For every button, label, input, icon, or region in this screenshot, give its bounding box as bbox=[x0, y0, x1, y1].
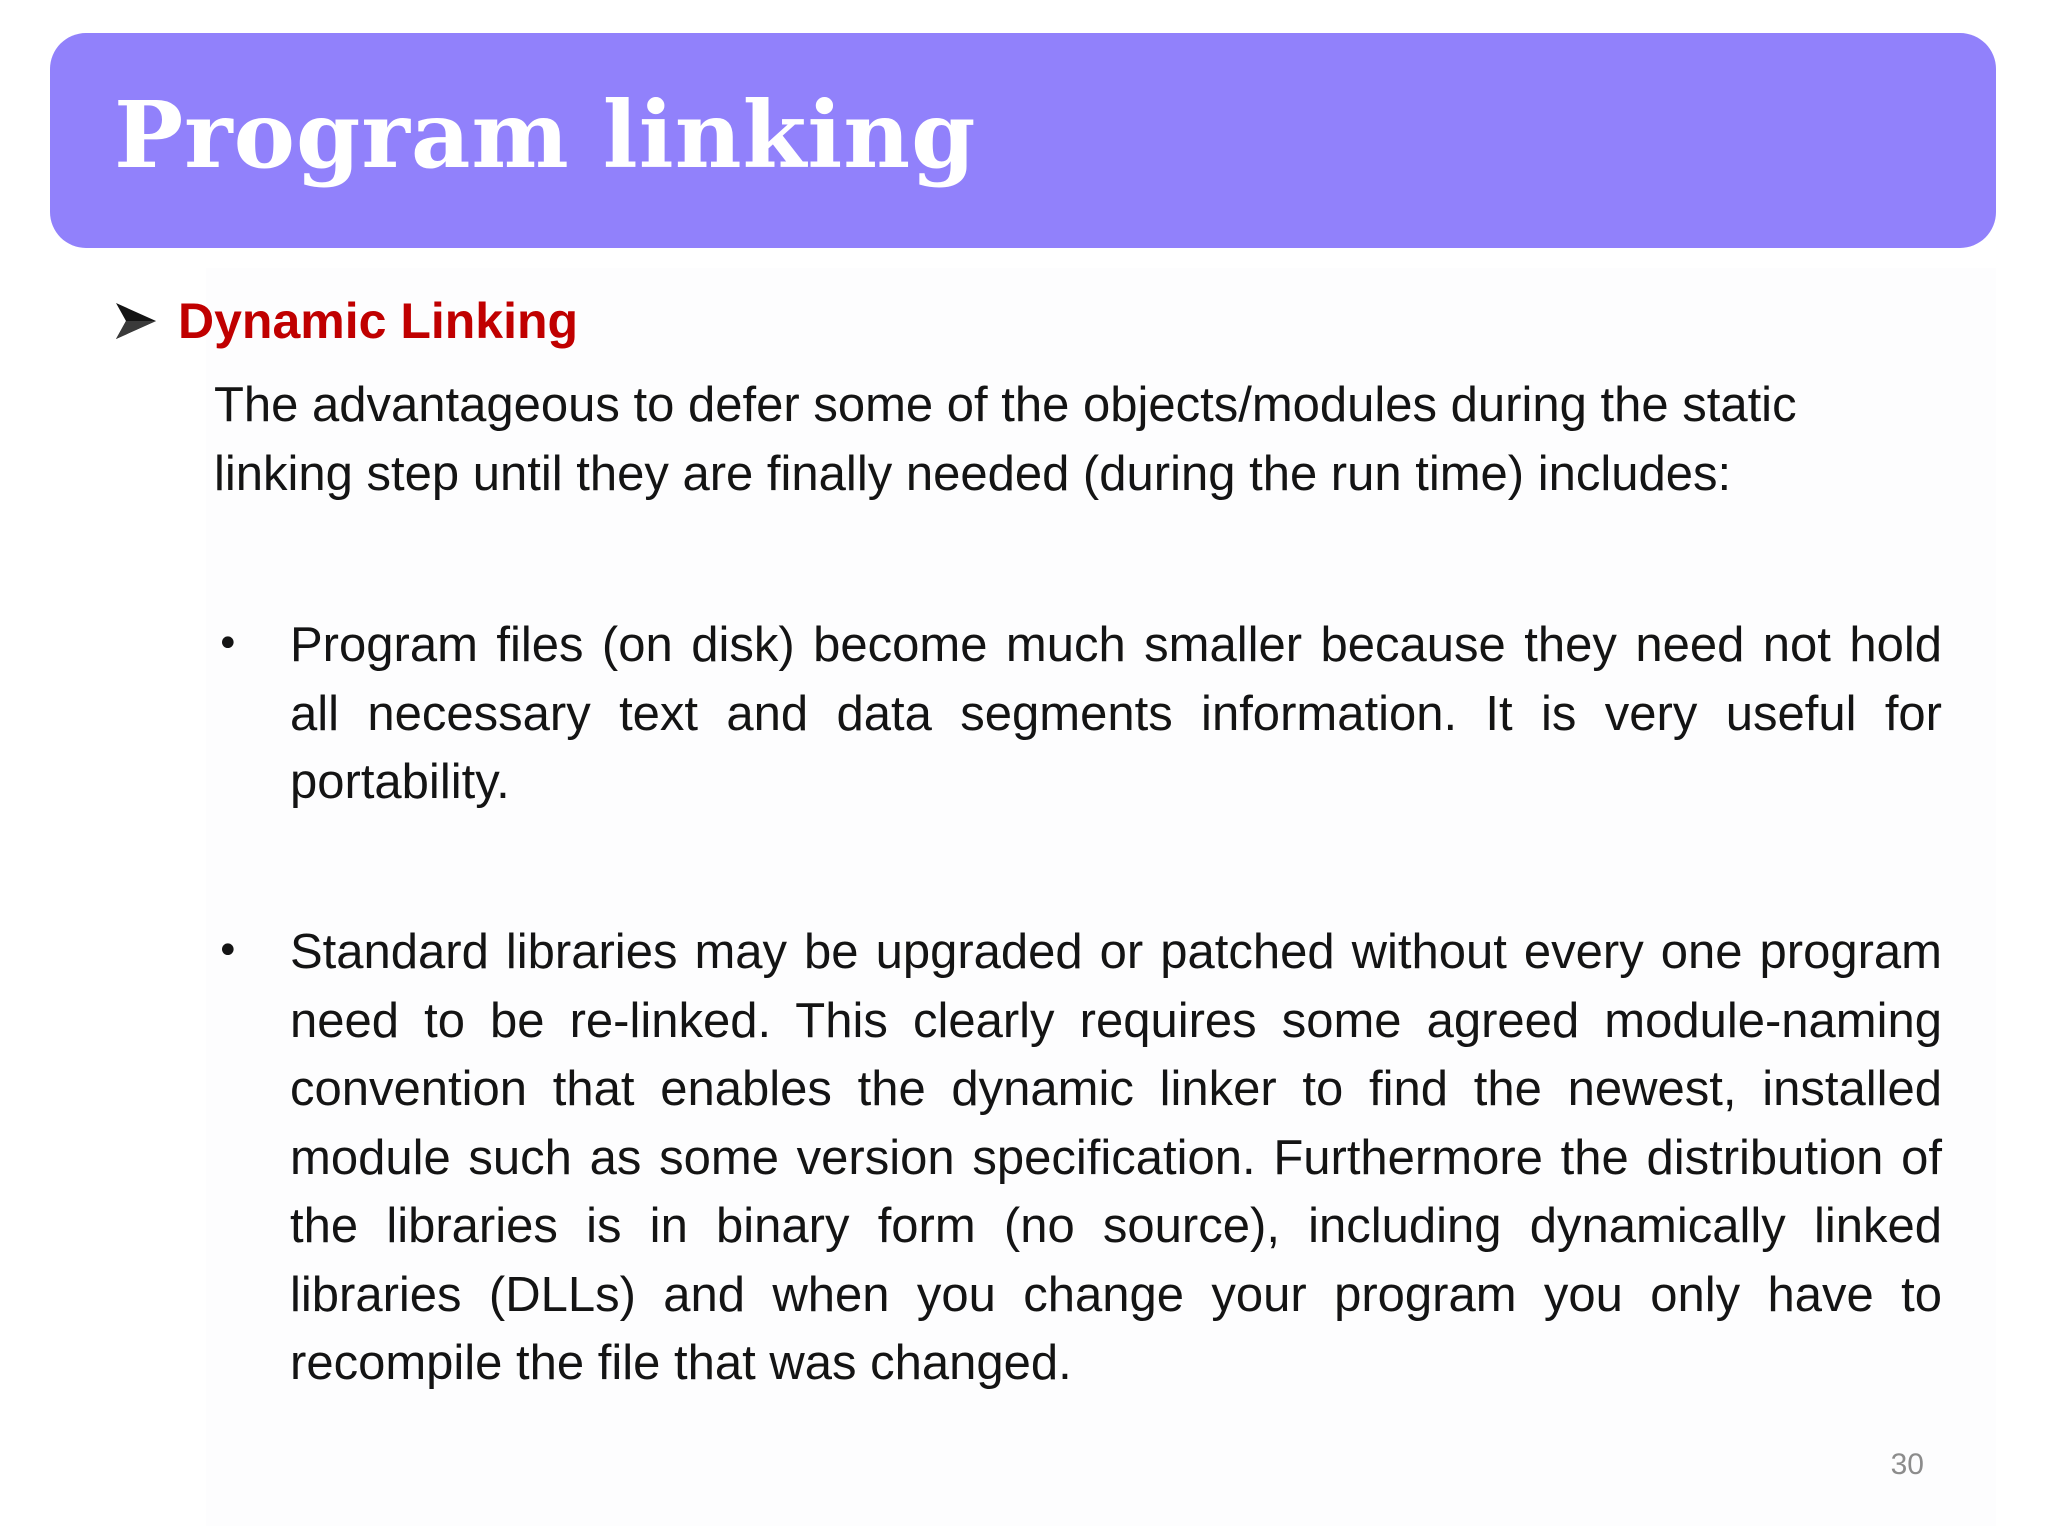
bullet-item: Program files (on disk) become much smaller because they need not hold all necessary text and data segments information. It is very useful for portability. bbox=[290, 618, 1942, 809]
subheading bbox=[114, 290, 578, 352]
dot-icon: • bbox=[216, 928, 240, 974]
intro-paragraph: The advantageous to defer some of the objects/modules during the static linking step until they are finally needed (during the run time) includes: bbox=[214, 378, 1797, 501]
slide-title: Program linking bbox=[114, 81, 977, 189]
subheading-text: Dynamic Linking bbox=[178, 293, 579, 349]
dot-icon: • bbox=[216, 621, 240, 667]
bullet-item: Standard libraries may be upgraded or patched without every one program need to be re-linked. This clearly requires some agreed module-naming convention that enables the dynamic linker to find the newest, installed module such as some version specification. Furthermore the distribution of the libraries is in binary form (no source), including dynamically linked libraries (DLLs) and when you change your program you only have to recompile the file that was changed. bbox=[290, 925, 1942, 1390]
arrow-icon bbox=[114, 299, 158, 343]
page-number: 30 bbox=[1890, 1448, 1924, 1481]
